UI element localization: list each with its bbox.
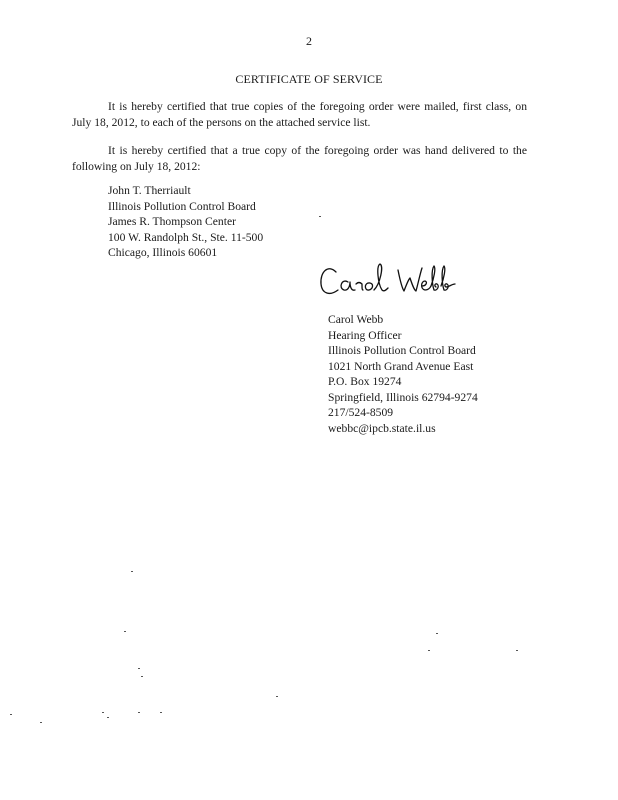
certificate-heading: CERTIFICATE OF SERVICE <box>235 72 383 86</box>
scan-speck <box>102 712 104 713</box>
officer-organization: Illinois Pollution Control Board <box>328 344 476 357</box>
page-number: 2 <box>306 34 312 48</box>
officer-name: Carol Webb <box>328 313 384 326</box>
hand-delivery-certification-paragraph: It is hereby certified that a true copy of the foregoing order was hand delivered to the following on July 18, 2012: <box>72 144 527 173</box>
recipient-name: John T. Therriault <box>108 184 191 197</box>
scan-speck <box>319 216 321 217</box>
hearing-officer-block <box>328 312 478 436</box>
recipient-organization: Illinois Pollution Control Board <box>108 199 256 213</box>
scan-speck <box>138 712 140 713</box>
recipient-building: James R. Thompson Center <box>108 215 236 228</box>
officer-po-box: P.O. Box 19274 <box>328 375 402 388</box>
scan-speck <box>436 633 438 634</box>
scan-speck <box>131 571 133 572</box>
scan-speck <box>428 650 430 651</box>
handwritten-signature <box>318 258 468 304</box>
scan-speck <box>138 668 140 669</box>
recipient-address-block <box>108 183 263 261</box>
scan-speck <box>276 696 278 697</box>
scan-speck <box>40 722 42 723</box>
scan-speck <box>516 650 518 651</box>
scan-speck <box>160 712 162 713</box>
recipient-city: Chicago, Illinois 60601 <box>108 246 218 259</box>
scan-speck <box>124 631 126 632</box>
officer-street: 1021 North Grand Avenue East <box>328 359 474 373</box>
scan-speck <box>141 676 143 677</box>
officer-title: Hearing Officer <box>328 328 402 342</box>
mailing-certification-paragraph: It is hereby certified that true copies of the foregoing order were mailed, first class, on July 18, 2012, to each of the persons on the attached service list. <box>72 100 527 129</box>
officer-phone: 217/524-8509 <box>328 406 394 419</box>
scan-speck <box>10 714 12 715</box>
officer-email: webbc@ipcb.state.il.us <box>328 421 436 435</box>
recipient-street: 100 W. Randolph St., Ste. 11-500 <box>108 230 264 244</box>
officer-city: Springfield, Illinois 62794-9274 <box>328 390 478 404</box>
scan-speck <box>107 717 109 718</box>
